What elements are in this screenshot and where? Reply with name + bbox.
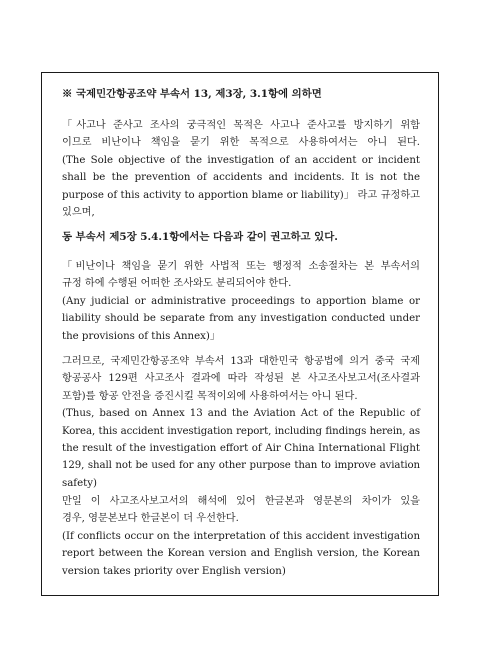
usage-restriction-paragraph bbox=[62, 353, 420, 492]
paragraph-line: 「비난이나 책임을 묻기 위한 사법적 또는 행정적 소송절차는 본 부속서의 bbox=[62, 261, 420, 272]
paragraph-line: version takes priority over English version) bbox=[62, 565, 286, 577]
heading-line: ※ 국제민간항공조약 부속서 13, 제3장, 3.1항에 의하면 bbox=[62, 88, 322, 100]
paragraph-line: report between the Korean version and English version, the Korean bbox=[62, 548, 420, 560]
paragraph-line: 만일 이 사고조사보고서의 해석에 있어 한글본과 영문본의 차이가 있을 bbox=[62, 496, 420, 507]
paragraph-line: (Thus, based on Annex 13 and the Aviation Act of the Republic of bbox=[62, 408, 420, 420]
paragraph-line: purpose of this activity to apportion blame or liability)」 라고 규정하고 bbox=[62, 189, 420, 201]
paragraph-line: safety) bbox=[62, 477, 97, 489]
paragraph-line: 이므로 비난이나 책임을 묻기 위한 목적으로 사용하여서는 아니 된다. bbox=[62, 137, 420, 149]
paragraph-line: the result of the investigation effort of Air China International Flight bbox=[62, 443, 420, 455]
paragraph-line: the provisions of this Annex)」 bbox=[62, 330, 221, 342]
paragraph-line: (If conflicts occur on the interpretation of this accident investigation bbox=[62, 530, 420, 542]
paragraph-line: 「사고나 준사고 조사의 궁극적인 목적은 사고나 준사고를 방지하기 위함 bbox=[62, 120, 420, 131]
objective-paragraph bbox=[62, 117, 420, 221]
proceedings-paragraph bbox=[62, 258, 420, 345]
paragraph-line: 그러므로, 국제민간항공조약 부속서 13과 대한민국 항공법에 의거 중국 국제 bbox=[62, 356, 420, 367]
language-priority-paragraph bbox=[62, 493, 420, 580]
paragraph-line: (Any judicial or administrative proceedings to apportion blame or bbox=[62, 295, 420, 307]
paragraph-line: shall be the prevention of accidents and incidents. It is not the bbox=[62, 172, 420, 184]
paragraph-line: 규정 하에 수행된 어떠한 조사와도 분리되어야 한다. bbox=[62, 278, 292, 290]
recommendation-heading bbox=[62, 229, 420, 246]
paragraph-line: 포함)를 항공 안전을 증진시킬 목적이외에 사용하여서는 아니 된다. bbox=[62, 390, 358, 402]
paragraph-line: 있으며, bbox=[62, 207, 95, 219]
paragraph-line: Korea, this accident investigation report, including findings herein, as bbox=[62, 425, 420, 437]
paragraph-line: 항공공사 129편 사고조사 결과에 따라 작성된 본 사고조사보고서(조사결과 bbox=[62, 373, 420, 385]
paragraph-line: 경우, 영문본보다 한글본이 더 우선한다. bbox=[62, 513, 239, 525]
heading-line: 동 부속서 제5장 5.4.1항에서는 다음과 같이 권고하고 있다. bbox=[62, 231, 338, 243]
annex-reference-heading bbox=[62, 86, 420, 103]
paragraph-line: (The Sole objective of the investigation of an accident or incident bbox=[62, 154, 420, 166]
paragraph-line: liability should be separate from any investigation conducted under bbox=[62, 313, 420, 325]
paragraph-line: 129, shall not be used for any other purpose than to improve aviation bbox=[62, 460, 420, 472]
